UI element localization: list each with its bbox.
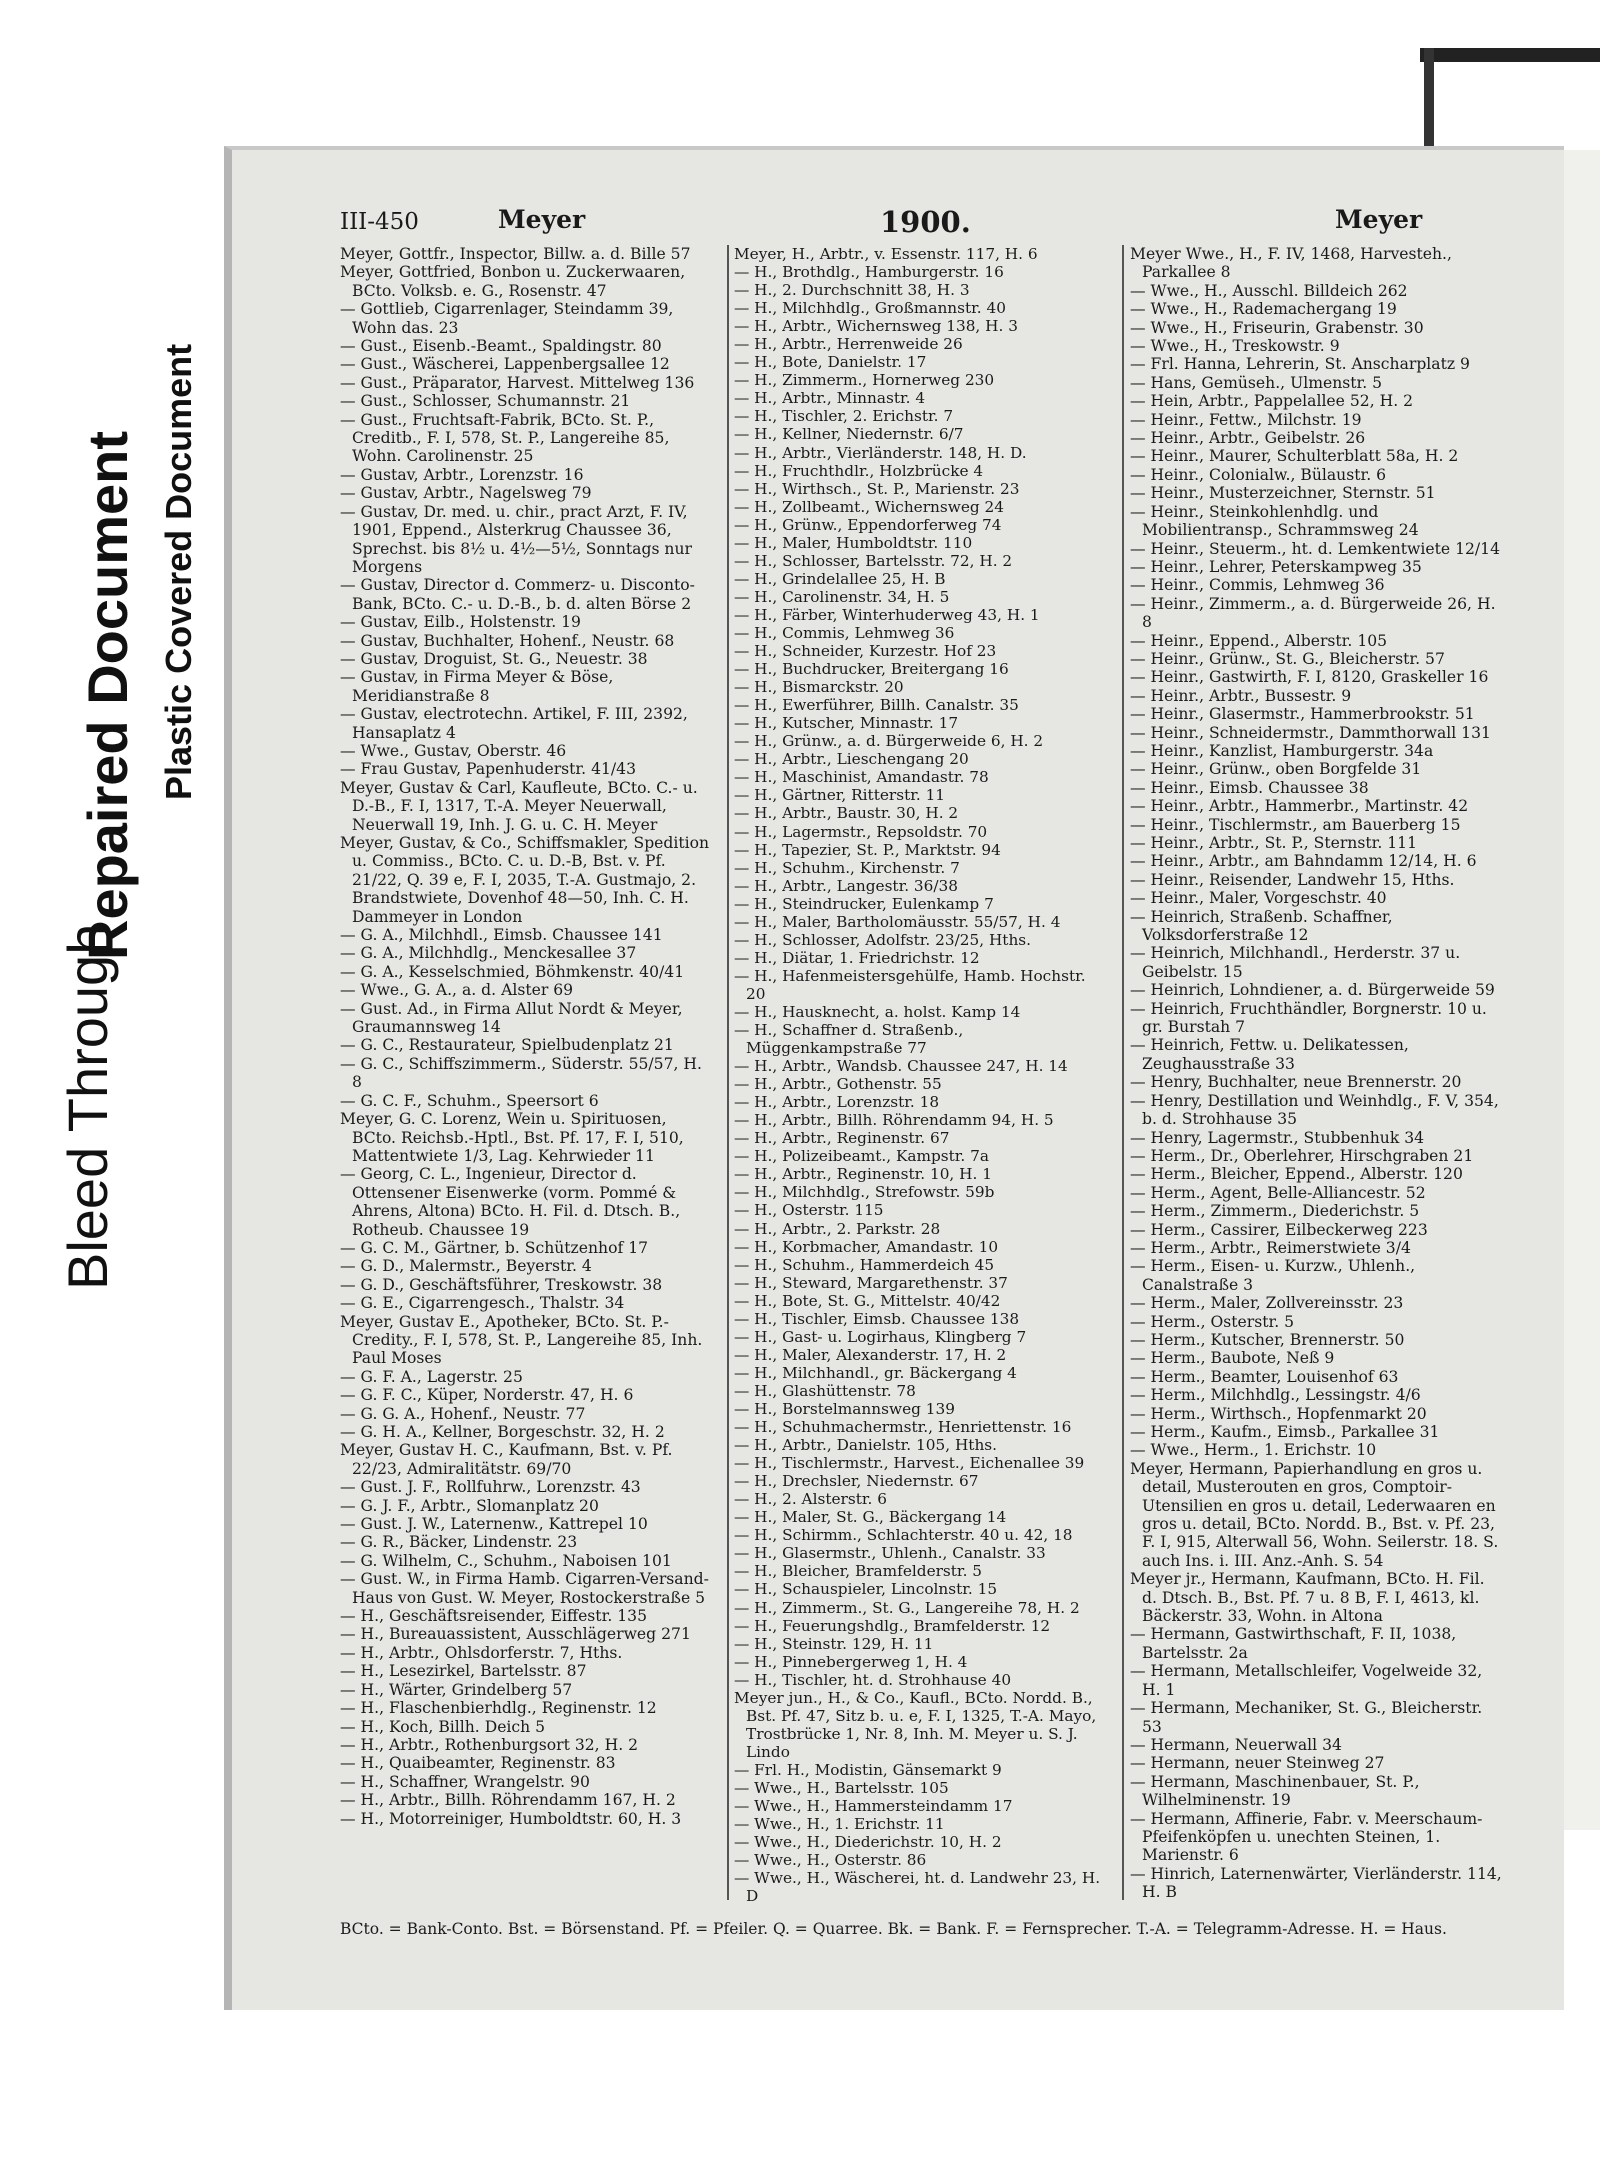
directory-page	[224, 146, 1564, 2010]
directory-entry: — Heinr., Eppend., Alberstr. 105	[1130, 631, 1388, 650]
directory-entry: — H., Lesezirkel, Bartelsstr. 87	[340, 1662, 587, 1681]
directory-entry: — Gustav, Buchhalter, Hohenf., Neustr. 68	[340, 631, 675, 650]
directory-entry: — Heinrich, Fruchthändler, Borgnerstr. 10 u. gr. Burstah 7	[1130, 999, 1487, 1037]
directory-entry: — Hermann, Maschinenbauer, St. P., Wilhelminenstr. 19	[1130, 1772, 1420, 1810]
directory-entry: — Heinr., Kanzlist, Hamburgerstr. 34a	[1130, 741, 1434, 760]
directory-entry: — Gustav, in Firma Meyer & Böse, Meridianstraße 8	[340, 668, 614, 705]
directory-entry: — G. J. F., Arbtr., Slomanplatz 20	[340, 1496, 599, 1515]
column-divider	[1122, 245, 1124, 1900]
directory-entry: — Herm., Baubote, Neß 9	[1130, 1349, 1335, 1368]
directory-entry: — H., Bureauassistent, Ausschlägerweg 271	[340, 1625, 691, 1644]
directory-entry: — Heinr., Arbtr., St. P., Sternstr. 111	[1130, 834, 1418, 852]
scan-border-top	[1420, 48, 1600, 62]
directory-entry: — G. A., Milchhdl., Eimsb. Chaussee 141	[340, 926, 663, 945]
directory-entry: — H., Geschäftsreisender, Eiffestr. 135	[340, 1607, 647, 1626]
column-2	[734, 245, 1106, 1905]
column-1	[340, 245, 712, 1828]
directory-entry: — G. D., Malermstr., Beyerstr. 4	[340, 1257, 592, 1276]
directory-entry: — Wwe., H., Rademachergang 19	[1130, 300, 1397, 319]
directory-entry: — Hermann, Affinerie, Fabr. v. Meerschaum-Pfeifenköpfen u. unechten Steinen, 1. Marienstr. 6	[1130, 1809, 1483, 1865]
directory-entry: — Henry, Lagermstr., Stubbenhuk 34	[1130, 1128, 1425, 1147]
directory-entry: — H., Korbmacher, Amandastr. 10	[734, 1237, 999, 1256]
directory-entry: — Gustav, Arbtr., Lorenzstr. 16	[340, 465, 584, 484]
next-page-edge	[1560, 150, 1600, 1830]
directory-entry: — Heinr., Arbtr., Geibelstr. 26	[1130, 429, 1366, 448]
directory-entry: — Heinr., Musterzeichner, Sternstr. 51	[1130, 484, 1436, 503]
directory-entry: — Heinr., Reisender, Landwehr 15, Hths.	[1130, 870, 1455, 889]
directory-entry: — G. Wilhelm, C., Schuhm., Naboisen 101	[340, 1551, 672, 1570]
page-number: III-450	[340, 209, 419, 235]
directory-entry: — Frl. Hanna, Lehrerin, St. Anscharplatz 9	[1130, 355, 1470, 374]
directory-entry: — Gust. J. F., Rollfuhrw., Lorenzstr. 43	[340, 1478, 641, 1497]
directory-entry: — Hein, Arbtr., Pappelallee 52, H. 2	[1130, 392, 1414, 411]
directory-entry: — H., Milchhdlg., Großmannstr. 40	[734, 299, 1006, 318]
directory-entry: — H., Maler, St. G., Bäckergang 14	[734, 1508, 1007, 1527]
directory-entry: — H., Koch, Billh. Deich 5	[340, 1717, 546, 1736]
directory-entry: — Herm., Kutscher, Brennerstr. 50	[1130, 1330, 1405, 1349]
directory-entry: — H., Schneider, Kurzestr. Hof 23	[734, 642, 997, 661]
directory-entry: — H., Grindelallee 25, H. B	[734, 569, 946, 588]
directory-entry: — G. A., Milchhdlg., Menckesallee 37	[340, 944, 637, 963]
directory-entry: — Heinr., Schneidermstr., Dammthorwall 131	[1130, 723, 1491, 742]
directory-entry: — H., Kutscher, Minnastr. 17	[734, 714, 959, 733]
directory-entry: — G. F. C., Küper, Norderstr. 47, H. 6	[340, 1386, 634, 1405]
directory-entry: — H., 2. Alsterstr. 6	[734, 1490, 887, 1509]
directory-entry: — H., Arbtr., Wandsb. Chaussee 247, H. 14	[734, 1057, 1068, 1076]
directory-entry: — Gust., Eisenb.-Beamt., Spaldingstr. 80	[340, 337, 662, 356]
directory-entry: — Heinr., Lehrer, Peterskampweg 35	[1130, 557, 1422, 576]
directory-entry: — Georg, C. L., Ingenieur, Director d. Ottensener Eisenwerke (vorm. Pommé & Ahrens, Altona) BCto. H. Fil. d. Dtsch. B., Rotheub. Chaussee 19	[340, 1165, 681, 1239]
directory-entry: — Hermann, Gastwirthschaft, F. II, 1038, Bartelsstr. 2a	[1130, 1625, 1457, 1662]
directory-entry: — H., Hausknecht, a. holst. Kamp 14	[734, 1002, 1021, 1021]
directory-entry: — Gust. Ad., in Firma Allut Nordt & Meyer, Graumannsweg 14	[340, 999, 683, 1037]
directory-entry: — H., Milchhandl., gr. Bäckergang 4	[734, 1363, 1017, 1382]
directory-entry: — H., Maler, Bartholomäusstr. 55/57, H. 4	[734, 912, 1061, 931]
directory-entry: Meyer, H., Arbtr., v. Essenstr. 117, H. 6	[734, 245, 1038, 263]
directory-entry: — H., Lagermstr., Repsoldstr. 70	[734, 822, 988, 841]
directory-entry: — Herm., Milchhdlg., Lessingstr. 4/6	[1130, 1386, 1421, 1405]
directory-entry: — H., Arbtr., Ohlsdorferstr. 7, Hths.	[340, 1643, 623, 1662]
directory-entry: — H., Arbtr., Reginenstr. 10, H. 1	[734, 1165, 992, 1184]
directory-entry: — Heinr., Fettw., Milchstr. 19	[1130, 410, 1362, 429]
directory-entry: — Heinr., Commis, Lehmweg 36	[1130, 576, 1385, 595]
directory-entry: — Gustav, Director d. Commerz- u. Disconto-Bank, BCto. C.- u. D.-B., b. d. alten Börse 2	[340, 576, 695, 613]
directory-entry: — H., Bismarckstr. 20	[734, 678, 904, 697]
directory-entry: — Wwe., H., Friseurin, Grabenstr. 30	[1130, 318, 1424, 337]
directory-entry: — H., Fruchthdlr., Holzbrücke 4	[734, 461, 984, 480]
directory-entry: — H., Steward, Margarethenstr. 37	[734, 1273, 1008, 1292]
directory-entry: — H., Arbtr., Billh. Röhrendamm 94, H. 5	[734, 1111, 1054, 1130]
directory-entry: — Herm., Eisen- u. Kurzw., Uhlenh., Canalstraße 3	[1130, 1257, 1416, 1294]
directory-entry: — H., Motorreiniger, Humboldtstr. 60, H. 3	[340, 1809, 682, 1828]
directory-entry: — H., Pinnebergerweg 1, H. 4	[734, 1652, 968, 1671]
directory-entry: — G. C. F., Schuhm., Speersort 6	[340, 1091, 599, 1110]
directory-entry: — Herm., Osterstr. 5	[1130, 1312, 1295, 1331]
directory-entry: — Hans, Gemüseh., Ulmenstr. 5	[1130, 373, 1383, 392]
directory-entry: — Wwe., H., Bartelsstr. 105	[734, 1778, 949, 1797]
directory-entry: — Heinr., Arbtr., am Bahndamm 12/14, H. 6	[1130, 852, 1477, 871]
directory-entry: — H., Schirmm., Schlachterstr. 40 u. 42, 18	[734, 1526, 1073, 1545]
directory-entry: — Wwe., H., Osterstr. 86	[734, 1851, 927, 1870]
directory-entry: — Hermann, Mechaniker, St. G., Bleicherstr. 53	[1130, 1699, 1483, 1736]
column-divider	[727, 245, 729, 1900]
directory-entry: — Heinr., Tischlermstr., am Bauerberg 15	[1130, 815, 1461, 834]
directory-entry: — Herm., Cassirer, Eilbeckerweg 223	[1130, 1220, 1428, 1239]
directory-entry: — Heinr., Maurer, Schulterblatt 58a, H. 2	[1130, 447, 1459, 466]
directory-entry: — H., Quaibeamter, Reginenstr. 83	[340, 1754, 616, 1773]
directory-entry: — Heinrich, Milchhandl., Herderstr. 37 u. Geibelstr. 15	[1130, 944, 1461, 981]
directory-entry: — H., Wärter, Grindelberg 57	[340, 1680, 573, 1699]
directory-entry: — H., Osterstr. 115	[734, 1201, 884, 1220]
directory-entry: — H., Hafenmeistersgehülfe, Hamb. Hochstr. 20	[734, 966, 1086, 1003]
directory-entry: — Wwe., Herm., 1. Erichstr. 10	[1130, 1441, 1377, 1460]
directory-entry: — Herm., Kaufm., Eimsb., Parkallee 31	[1130, 1423, 1440, 1441]
directory-entry: — H., Schaffner d. Straßenb., Müggenkampstraße 77	[734, 1021, 964, 1058]
directory-entry: — Gustav, Dr. med. u. chir., pract Arzt, F. IV, 1901, Eppend., Alsterkrug Chaussee 36, Sprechst. bis 8½ u. 4½—5½, Sonntags nur Morgens	[340, 502, 692, 576]
directory-entry: — H., Tischler, ht. d. Strohhause 40	[734, 1670, 1012, 1689]
directory-entry: — H., Tischler, 2. Erichstr. 7	[734, 407, 954, 426]
directory-entry: — Herm., Dr., Oberlehrer, Hirschgraben 21	[1130, 1146, 1474, 1165]
directory-entry: — Hinrich, Laternenwärter, Vierländerstr. 114, H. B	[1130, 1864, 1502, 1902]
directory-entry: — Gottlieb, Cigarrenlager, Steindamm 39, Wohn das. 23	[340, 300, 674, 337]
directory-entry: — H., Zollbeamt., Wichernsweg 24	[734, 497, 1005, 516]
directory-entry: — Wwe., H., Wäscherei, ht. d. Landwehr 23, H. D	[734, 1869, 1101, 1906]
directory-entry: — Heinr., Grünw., St. G., Bleicherstr. 57	[1130, 649, 1445, 668]
header-left-name: Meyer	[498, 205, 586, 234]
directory-entry: — H., Arbtr., Billh. Röhrendamm 167, H. 2	[340, 1791, 676, 1810]
directory-entry: — Heinr., Arbtr., Bussestr. 9	[1130, 686, 1352, 705]
directory-entry: — H., Schuhm., Kirchenstr. 7	[734, 858, 960, 877]
directory-entry: — Heinrich, Straßenb. Schaffner, Volksdorferstraße 12	[1130, 907, 1393, 945]
directory-entry: — H., Arbtr., Minnastr. 4	[734, 389, 926, 408]
directory-entry: — Hermann, neuer Steinweg 27	[1130, 1754, 1385, 1773]
directory-entry: — H., Steinstr. 129, H. 11	[734, 1634, 934, 1653]
directory-entry: — H., Maschinist, Amandastr. 78	[734, 768, 989, 787]
directory-entry: — H., Drechsler, Niedernstr. 67	[734, 1472, 979, 1491]
directory-entry: — H., Grünw., a. d. Bürgerweide 6, H. 2	[734, 732, 1044, 751]
directory-entry: — Heinr., Maler, Vorgeschstr. 40	[1130, 889, 1387, 908]
directory-entry: — H., Schuhmachermstr., Henriettenstr. 16	[734, 1418, 1072, 1437]
directory-entry: Meyer, Gustav H. C., Kaufmann, Bst. v. Pf. 22/23, Admiralitätstr. 69/70	[340, 1441, 673, 1478]
directory-entry: — Gust., Schlosser, Schumannstr. 21	[340, 392, 631, 411]
directory-entry: — H., Tischler, Eimsb. Chaussee 138	[734, 1309, 1020, 1328]
directory-entry: — G. A., Kesselschmied, Böhmkenstr. 40/41	[340, 962, 685, 981]
directory-entry: — G. C., Schiffszimmerm., Süderstr. 55/57, H. 8	[340, 1054, 702, 1092]
directory-entry: — H., Borstelmannsweg 139	[734, 1400, 955, 1418]
directory-entry: — Hermann, Neuerwall 34	[1130, 1735, 1342, 1754]
annotation-margin	[0, 0, 230, 2177]
directory-entry: — H., Bleicher, Bramfelderstr. 5	[734, 1562, 983, 1581]
directory-entry: — H., Arbtr., Baustr. 30, H. 2	[734, 804, 959, 823]
directory-entry: Meyer, Gustav, & Co., Schiffsmakler, Spedition u. Commiss., BCto. C. u. D.-B, Bst. v. Pf. 21/22, Q. 39 e, F. I, 2035, T.-A. Gustmajo, 2. Brandstwiete, Dovenhof 48—50, Inh. C. H. Dammeyer in London	[340, 834, 710, 926]
directory-entry: — Gustav, Arbtr., Nagelsweg 79	[340, 484, 592, 503]
directory-entry: — H., Arbtr., Danielstr. 105, Hths.	[734, 1436, 998, 1455]
directory-entry: — Herm., Bleicher, Eppend., Alberstr. 120	[1130, 1165, 1463, 1184]
directory-entry: — Heinr., Zimmerm., a. d. Bürgerweide 26, H. 8	[1130, 594, 1496, 632]
directory-entry: — Hermann, Metallschleifer, Vogelweide 32, H. 1	[1130, 1662, 1483, 1699]
directory-entry: — H., Polizeibeamt., Kampstr. 7a	[734, 1147, 990, 1166]
directory-entry: — H., Glasermstr., Uhlenh., Canalstr. 33	[734, 1544, 1046, 1563]
directory-entry: — H., Grünw., Eppendorferweg 74	[734, 515, 1002, 534]
directory-entry: — Heinr., Steuerm., ht. d. Lemkentwiete 12/14	[1130, 539, 1501, 558]
directory-entry: — G. E., Cigarrengesch., Thalstr. 34	[340, 1294, 625, 1313]
directory-entry: — G. C., Restaurateur, Spielbudenplatz 21	[340, 1036, 674, 1055]
directory-entry: — H., Arbtr., Lieschengang 20	[734, 750, 969, 769]
directory-entry: — H., Arbtr., Langestr. 36/38	[734, 876, 959, 895]
directory-entry: — H., Arbtr., Reginenstr. 67	[734, 1129, 950, 1148]
directory-entry: — H., Kellner, Niedernstr. 6/7	[734, 425, 964, 444]
directory-entry: — Wwe., H., Treskowstr. 9	[1130, 337, 1340, 356]
directory-entry: — G. F. A., Lagerstr. 25	[340, 1367, 523, 1386]
directory-entry: Meyer jr., Hermann, Kaufmann, BCto. H. Fil. d. Dtsch. B., Bst. Pf. 7 u. 8 B, F. I, 4613, kl. Bäckerstr. 33, Wohn. in Altona	[1130, 1570, 1485, 1626]
directory-entry: — Wwe., H., Diederichstr. 10, H. 2	[734, 1833, 1002, 1852]
directory-entry: — H., Arbtr., 2. Parkstr. 28	[734, 1219, 941, 1238]
directory-entry: — Gustav, Droguist, St. G., Neuestr. 38	[340, 649, 648, 668]
directory-entry: — H., Ewerführer, Billh. Canalstr. 35	[734, 696, 1019, 715]
directory-entry: — H., Bote, St. G., Mittelstr. 40/42	[734, 1291, 1001, 1310]
header-year: 1900.	[880, 205, 971, 239]
directory-entry: — H., Arbtr., Lorenzstr. 18	[734, 1093, 940, 1112]
directory-entry: — H., Schlosser, Adolfstr. 23/25, Hths.	[734, 930, 1032, 949]
directory-entry: — Wwe., H., 1. Erichstr. 11	[734, 1815, 945, 1834]
directory-entry: — H., Glashüttenstr. 78	[734, 1381, 916, 1400]
directory-entry: — Herm., Wirthsch., Hopfenmarkt 20	[1130, 1404, 1427, 1423]
directory-entry: — Gust., Wäscherei, Lappenbergsallee 12	[340, 355, 670, 374]
directory-entry: — Heinr., Gastwirth, F. I, 8120, Graskeller 16	[1130, 668, 1489, 687]
directory-entry: — H., Arbtr., Gothenstr. 55	[734, 1075, 942, 1094]
directory-entry: Meyer Wwe., H., F. IV, 1468, Harvesteh., Parkallee 8	[1130, 245, 1452, 282]
directory-entry: — H., Bote, Danielstr. 17	[734, 353, 927, 372]
directory-entry: — H., Maler, Humboldtstr. 110	[734, 533, 973, 552]
directory-entry: — Gust. J. W., Laternenw., Kattrepel 10	[340, 1515, 648, 1534]
directory-entry: — H., Gast- u. Logirhaus, Klingberg 7	[734, 1327, 1027, 1346]
directory-entry: — G. D., Geschäftsführer, Treskowstr. 38	[340, 1275, 663, 1294]
directory-entry: — H., Wirthsch., St. P., Marienstr. 23	[734, 479, 1020, 498]
directory-entry: — H., Arbtr., Vierländerstr. 148, H. D.	[734, 443, 1027, 462]
directory-entry: — Heinr., Steinkohlenhdlg. und Mobilientransp., Schrammsweg 24	[1130, 502, 1419, 540]
directory-entry: — H., Tapezier, St. P., Marktstr. 94	[734, 840, 1001, 859]
header-right-name: Meyer	[1335, 205, 1423, 234]
directory-entry: — H., Carolinenstr. 34, H. 5	[734, 587, 950, 606]
directory-entry: — H., Milchhdlg., Strefowstr. 59b	[734, 1183, 995, 1202]
directory-entry: — Henry, Destillation und Weinhdlg., F. V, 354, b. d. Strohhause 35	[1130, 1091, 1499, 1129]
directory-entry: — Gustav, electrotechn. Artikel, F. III, 2392, Hansaplatz 4	[340, 705, 688, 742]
directory-entry: — H., Arbtr., Wichernsweg 138, H. 3	[734, 317, 1018, 336]
directory-entry: — H., Buchdrucker, Breitergang 16	[734, 660, 1009, 679]
directory-entry: — Herm., Maler, Zollvereinsstr. 23	[1130, 1294, 1404, 1313]
directory-entry: Meyer, Gottfr., Inspector, Billw. a. d. Bille 57	[340, 245, 691, 263]
directory-entry: — Heinrich, Fettw. u. Delikatessen, Zeughausstraße 33	[1130, 1036, 1409, 1073]
directory-entry: — Gustav, Eilb., Holstenstr. 19	[340, 613, 581, 632]
directory-entry: — Herm., Beamter, Louisenhof 63	[1130, 1367, 1399, 1386]
directory-entry: Meyer, Gustav E., Apotheker, BCto. St. P.-Credity., F. I, 578, St. P., Langereihe 85, Inh. Paul Moses	[340, 1312, 703, 1368]
directory-entry: Meyer jun., H., & Co., Kaufl., BCto. Nordd. B., Bst. Pf. 47, Sitz b. u. e, F. I, 1325, T.-A. Mayo, Trostbrücke 1, Nr. 8, Inh. M. Meyer u. S. J. Lindo	[734, 1688, 1097, 1761]
directory-entry: Meyer, Hermann, Papierhandlung en gros u. detail, Musterouten en gros, Comptoir-Utensilien en gros u. detail, Lederwaaren en gros u. detail, BCto. Nordd. B., Bst. v. Pf. 23, F. I, 915, Alterwall 56, Wohn. Seilerstr. 18. S. auch Ins. i. III. Anz.-Anh. S. 54	[1130, 1459, 1499, 1570]
directory-entry: — H., Arbtr., Herrenweide 26	[734, 335, 963, 354]
directory-entry: — H., Zimmerm., Hornerweg 230	[734, 371, 995, 390]
directory-entry: — Wwe., G. A., a. d. Alster 69	[340, 981, 574, 1000]
directory-entry: — Heinr., Eimsb. Chaussee 38	[1130, 778, 1369, 797]
directory-entry: — H., Gärtner, Ritterstr. 11	[734, 786, 946, 805]
directory-entry: — G. G. A., Hohenf., Neustr. 77	[340, 1404, 586, 1423]
directory-entry: — Gust. W., in Firma Hamb. Cigarren-Versand-Haus von Gust. W. Meyer, Rostockerstraße 5	[340, 1570, 709, 1607]
directory-entry: — H., 2. Durchschnitt 38, H. 3	[734, 281, 970, 300]
directory-entry: — Gust., Fruchtsaft-Fabrik, BCto. St. P., Creditb., F. I, 578, St. P., Langereihe 85, Wohn. Carolinenstr. 25	[340, 410, 670, 466]
directory-entry: — Wwe., Gustav, Oberstr. 46	[340, 741, 567, 760]
directory-entry: — H., Brothdlg., Hamburgerstr. 16	[734, 263, 1004, 282]
directory-entry: — Heinr., Arbtr., Hammerbr., Martinstr. 42	[1130, 797, 1469, 816]
directory-entry: — Gust., Präparator, Harvest. Mittelweg 136	[340, 373, 695, 392]
directory-entry: — H., Diätar, 1. Friedrichstr. 12	[734, 948, 980, 967]
bleed-through-label: Bleed Through	[56, 923, 119, 1290]
directory-entry: — Wwe., H., Hammersteindamm 17	[734, 1797, 1013, 1816]
directory-entry: — Henry, Buchhalter, neue Brennerstr. 20	[1130, 1073, 1462, 1092]
abbreviation-legend: BCto. = Bank-Conto. Bst. = Börsenstand. Pf. = Pfeiler. Q. = Quarree. Bk. = Bank. F. = Fernsprecher. T.-A. = Telegramm-Adresse. H. = Haus.	[340, 1920, 1447, 1938]
directory-entry: — H., Schuhm., Hammerdeich 45	[734, 1255, 995, 1274]
directory-entry: — Herm., Agent, Belle-Alliancestr. 52	[1130, 1183, 1426, 1202]
directory-entry: — Frl. H., Modistin, Gänsemarkt 9	[734, 1760, 1002, 1779]
directory-entry: — H., Schauspieler, Lincolnstr. 15	[734, 1580, 998, 1599]
directory-entry: — H., Commis, Lehmweg 36	[734, 623, 955, 642]
repaired-document-label: Repaired Document	[76, 431, 139, 960]
directory-entry: — Heinr., Glasermstr., Hammerbrookstr. 51	[1130, 705, 1475, 724]
directory-entry: — H., Steindrucker, Eulenkamp 7	[734, 894, 994, 913]
directory-entry: — H., Zimmerm., St. G., Langereihe 78, H. 2	[734, 1598, 1080, 1617]
directory-entry: — H., Arbtr., Rothenburgsort 32, H. 2	[340, 1735, 639, 1754]
plastic-covered-label: Plastic Covered Document	[158, 343, 199, 800]
directory-entry: — H., Tischlermstr., Harvest., Eichenallee 39	[734, 1454, 1085, 1473]
directory-entry: — Heinr., Grünw., oben Borgfelde 31	[1130, 760, 1422, 779]
directory-entry: — G. C. M., Gärtner, b. Schützenhof 17	[340, 1238, 649, 1257]
directory-entry: — H., Flaschenbierhdlg., Reginenstr. 12	[340, 1699, 657, 1718]
page-header	[340, 205, 1510, 241]
directory-entry: — Heinr., Colonialw., Bülaustr. 6	[1130, 465, 1387, 484]
directory-entry: — Herm., Zimmerm., Diederichstr. 5	[1130, 1202, 1420, 1221]
directory-entry: — Heinrich, Lohndiener, a. d. Bürgerweide 59	[1130, 981, 1495, 1000]
directory-entry: Meyer, Gottfried, Bonbon u. Zuckerwaaren, BCto. Volksb. e. G., Rosenstr. 47	[340, 263, 686, 300]
directory-entry: — G. R., Bäcker, Lindenstr. 23	[340, 1533, 578, 1552]
directory-entry: — H., Färber, Winterhuderweg 43, H. 1	[734, 605, 1040, 624]
directory-entry: Meyer, G. C. Lorenz, Wein u. Spirituosen, BCto. Reichsb.-Hptl., Bst. Pf. 17, F. I, 510, Mattentwiete 1/3, Lag. Kehrwieder 11	[340, 1110, 684, 1165]
directory-entry: — Wwe., H., Ausschl. Billdeich 262	[1130, 281, 1408, 300]
directory-entry: — Frau Gustav, Papenhuderstr. 41/43	[340, 760, 637, 779]
directory-entry: — H., Schlosser, Bartelsstr. 72, H. 2	[734, 551, 1013, 570]
directory-entry: Meyer, Gustav & Carl, Kaufleute, BCto. C.- u. D.-B., F. I, 1317, T.-A. Meyer Neuerwall, Neuerwall 19, Inh. J. G. u. C. H. Meyer	[340, 778, 698, 834]
directory-entry: — H., Maler, Alexanderstr. 17, H. 2	[734, 1345, 1007, 1364]
directory-entry: — G. H. A., Kellner, Borgeschstr. 32, H. 2	[340, 1423, 665, 1441]
directory-entry: — H., Feuerungshdlg., Bramfelderstr. 12	[734, 1616, 1051, 1635]
directory-entry: — Herm., Arbtr., Reimerstwiete 3/4	[1130, 1238, 1411, 1257]
column-3	[1130, 245, 1502, 1902]
directory-entry: — H., Schaffner, Wrangelstr. 90	[340, 1772, 590, 1791]
